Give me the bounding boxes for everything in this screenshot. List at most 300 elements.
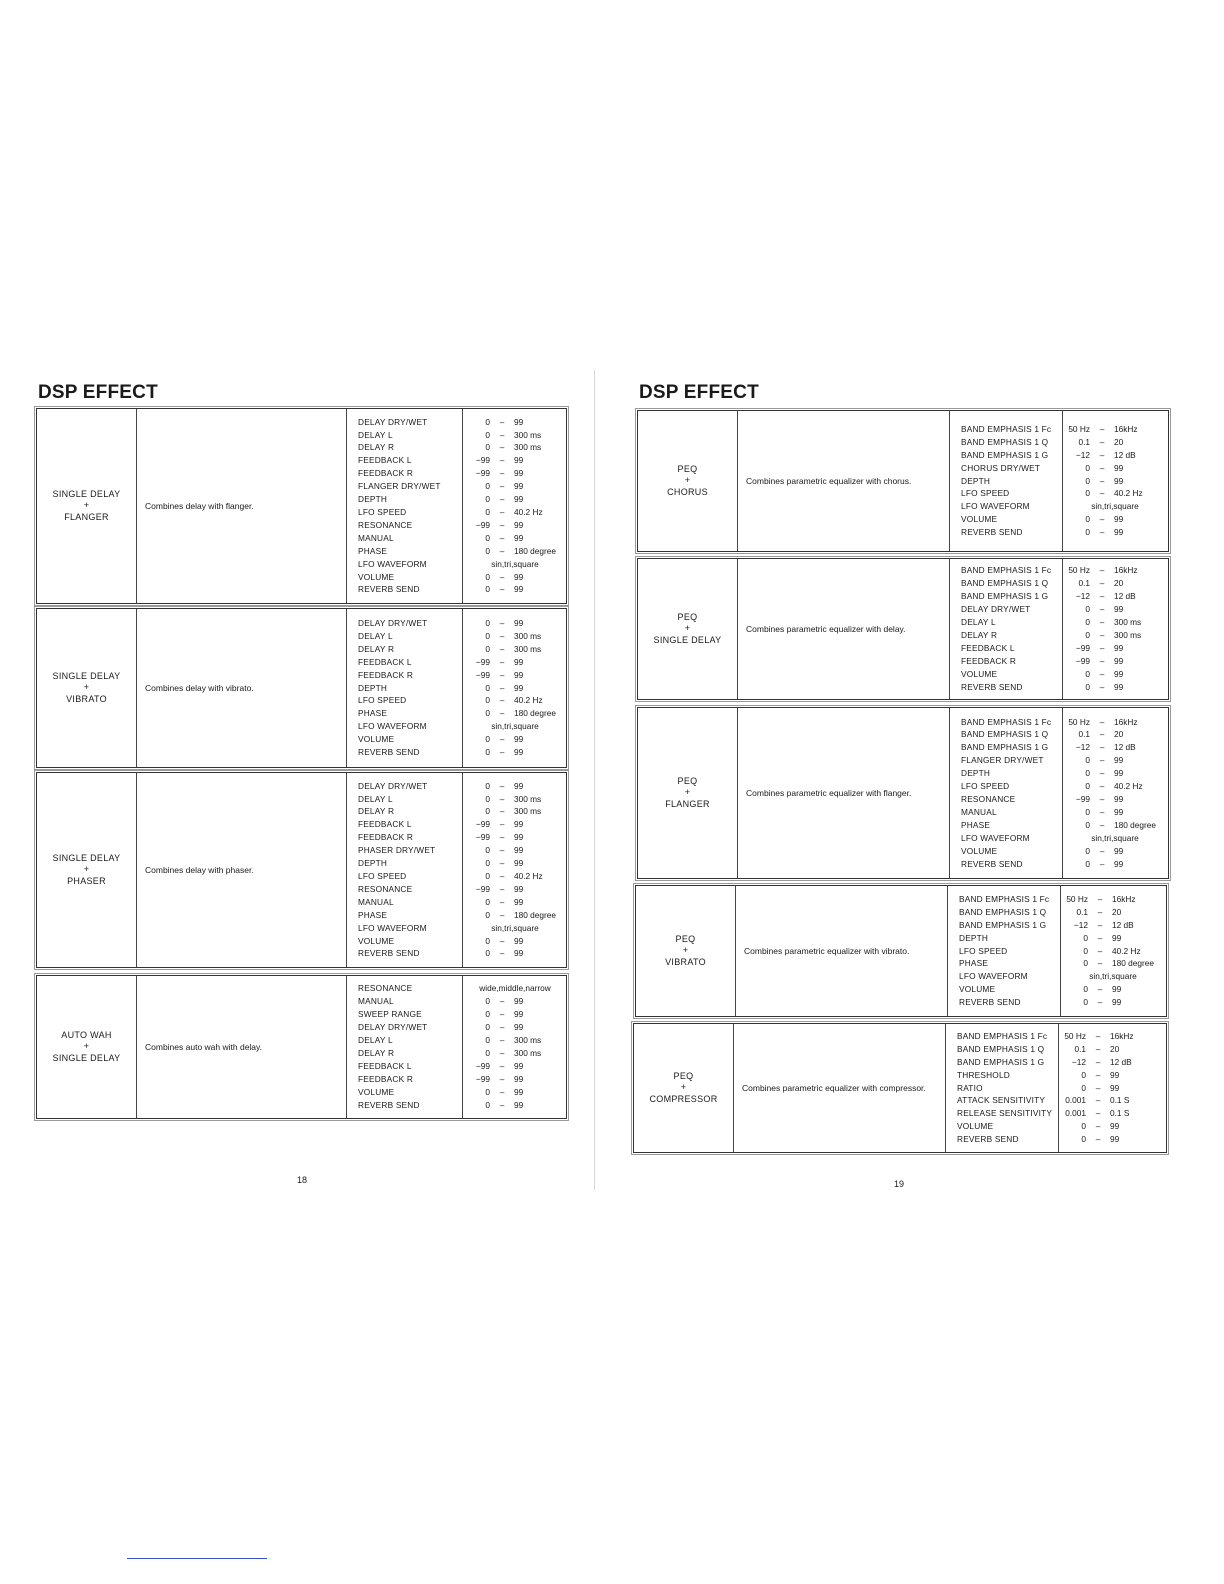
- range-separator: –: [499, 682, 505, 693]
- param-range: [1066, 741, 1168, 754]
- param-name: REVERB SEND: [358, 948, 420, 959]
- range-min: 0: [485, 1009, 490, 1020]
- effect-description: Combines parametric equalizer with vibrato.: [736, 886, 948, 1016]
- param-name: REVERB SEND: [961, 681, 1023, 692]
- param-range: [466, 720, 566, 733]
- param-range: [1064, 957, 1166, 970]
- range-max: 99: [514, 1073, 524, 1084]
- range-min: 0.1: [1078, 578, 1090, 589]
- param-name: DELAY L: [358, 429, 393, 440]
- range-separator: –: [1097, 906, 1103, 917]
- range-min: 0: [485, 695, 490, 706]
- page-divider: [594, 370, 595, 1190]
- param-range: [1062, 1043, 1166, 1056]
- range-min: 0: [485, 571, 490, 582]
- range-list: [1063, 559, 1168, 699]
- range-separator: –: [1099, 668, 1105, 679]
- range-max: 40.2 Hz: [514, 871, 543, 881]
- underline-link: [127, 1558, 267, 1559]
- range-list: [463, 609, 566, 767]
- range-max: 300 ms: [514, 1048, 542, 1058]
- param-name: RESONANCE: [961, 794, 1016, 804]
- param-list: [950, 411, 1063, 551]
- range-separator: –: [1099, 514, 1105, 525]
- range-min: 0: [485, 1022, 490, 1033]
- range-separator: –: [1095, 1082, 1101, 1093]
- range-min: 50 Hz: [1068, 423, 1090, 434]
- effect-name: PEQ + SINGLE DELAY: [638, 559, 738, 699]
- effect-name: PEQ + VIBRATO: [636, 886, 736, 1016]
- param-range: [1062, 1030, 1166, 1043]
- param-range: [466, 818, 566, 831]
- param-name: REVERB SEND: [358, 1099, 420, 1110]
- param-range: [466, 883, 566, 896]
- param-range: [466, 780, 566, 793]
- param-range: [1062, 1120, 1166, 1133]
- range-list: [463, 773, 566, 967]
- range-separator: –: [499, 455, 505, 466]
- range-max: 300 ms: [514, 630, 542, 641]
- range-min: 0: [1083, 945, 1088, 956]
- param-range: [466, 746, 566, 759]
- range-max: 99: [1112, 932, 1122, 943]
- range-list: [1059, 1024, 1166, 1152]
- param-list: [950, 708, 1063, 878]
- range-max: 99: [1114, 475, 1124, 486]
- param-name: PHASE: [358, 708, 388, 719]
- range-options: sin,tri,square: [1091, 832, 1139, 843]
- param-list: [950, 559, 1063, 699]
- range-max: 99: [514, 1009, 524, 1020]
- range-max: 16kHz: [1114, 565, 1138, 576]
- range-options: sin,tri,square: [1089, 971, 1137, 982]
- range-max: 99: [514, 455, 524, 466]
- range-min: 0: [485, 909, 490, 920]
- param-range: [466, 805, 566, 818]
- range-max: 300 ms: [514, 442, 542, 453]
- range-max: 300 ms: [514, 793, 542, 804]
- range-min: 0: [485, 643, 490, 654]
- range-separator: –: [1099, 819, 1105, 830]
- param-range: [466, 454, 566, 467]
- param-name: REVERB SEND: [957, 1134, 1019, 1145]
- range-max: 20: [1110, 1043, 1120, 1054]
- range-max: 300 ms: [1114, 630, 1142, 640]
- range-min: 50 Hz: [1068, 565, 1090, 576]
- range-max: 16kHz: [1112, 893, 1136, 904]
- param-range: [1066, 845, 1168, 858]
- param-name: DELAY DRY/WET: [358, 1022, 428, 1033]
- param-name: LFO SPEED: [959, 945, 1008, 956]
- range-separator: –: [499, 571, 505, 582]
- range-min: 0: [485, 429, 490, 440]
- range-separator: –: [499, 416, 505, 427]
- effect-name: AUTO WAH + SINGLE DELAY: [37, 976, 137, 1118]
- range-separator: –: [499, 1048, 505, 1058]
- range-max: 99: [1114, 462, 1124, 473]
- param-range: [1064, 919, 1166, 932]
- range-separator: –: [499, 643, 505, 654]
- range-min: 0: [1085, 668, 1090, 679]
- param-range: [1066, 780, 1168, 793]
- range-min: 0: [1085, 806, 1090, 817]
- param-range: [466, 571, 566, 584]
- param-list: [347, 976, 463, 1118]
- param-name: DELAY L: [961, 617, 996, 628]
- range-separator: –: [499, 630, 505, 641]
- param-range: [1064, 893, 1166, 906]
- param-range: [466, 896, 566, 909]
- param-name: DELAY DRY/WET: [358, 416, 428, 427]
- param-name: BAND EMPHASIS 1 Fc: [961, 565, 1052, 576]
- effect-description: Combines delay with phaser.: [137, 773, 347, 967]
- param-list: [948, 886, 1061, 1016]
- range-separator: –: [1095, 1056, 1101, 1067]
- range-separator: –: [1099, 578, 1105, 589]
- range-max: 16kHz: [1114, 716, 1138, 727]
- range-max: 300 ms: [514, 643, 542, 654]
- param-range: [1062, 1133, 1166, 1146]
- param-range: [1066, 603, 1168, 616]
- range-min: 0: [1085, 527, 1090, 538]
- range-min: 0: [1083, 997, 1088, 1008]
- range-min: −99: [475, 832, 490, 843]
- range-max: 99: [514, 571, 524, 582]
- range-options: sin,tri,square: [1091, 501, 1139, 512]
- range-min: −99: [475, 1073, 490, 1084]
- range-separator: –: [499, 494, 505, 505]
- param-range: [1066, 513, 1168, 526]
- param-name: LFO WAVEFORM: [961, 832, 1030, 843]
- param-range: [466, 1034, 566, 1047]
- param-range: [1066, 564, 1168, 577]
- range-max: 99: [514, 532, 524, 543]
- range-max: 99: [1114, 768, 1124, 779]
- range-separator: –: [499, 532, 505, 543]
- param-range: [1066, 655, 1168, 668]
- range-separator: –: [1097, 919, 1103, 930]
- param-range: [1066, 642, 1168, 655]
- range-separator: –: [1099, 423, 1105, 434]
- range-separator: –: [499, 1022, 505, 1033]
- range-max: 180 degree: [1114, 819, 1156, 830]
- param-name: CHORUS DRY/WET: [961, 462, 1041, 473]
- param-name: DEPTH: [358, 494, 388, 505]
- range-max: 99: [1114, 655, 1124, 666]
- param-range: [1062, 1107, 1166, 1120]
- effect-name: SINGLE DELAY + FLANGER: [37, 409, 137, 603]
- param-name: FEEDBACK L: [358, 819, 412, 830]
- param-name: DELAY R: [961, 630, 998, 640]
- range-separator: –: [1095, 1134, 1101, 1145]
- param-name: VOLUME: [961, 514, 998, 525]
- param-range: [466, 947, 566, 960]
- param-name: DELAY DRY/WET: [358, 780, 428, 791]
- param-name: FLANGER DRY/WET: [358, 481, 441, 492]
- range-max: 300 ms: [1114, 617, 1142, 628]
- param-range: [466, 831, 566, 844]
- param-range: [466, 506, 566, 519]
- range-min: −99: [1075, 655, 1090, 666]
- range-min: 0: [485, 1099, 490, 1110]
- range-max: 99: [514, 618, 524, 629]
- param-name: DEPTH: [358, 858, 388, 869]
- range-max: 99: [1114, 858, 1124, 869]
- range-max: 99: [514, 883, 524, 894]
- range-min: 0: [1081, 1069, 1086, 1080]
- param-name: FEEDBACK L: [358, 656, 412, 667]
- range-separator: –: [499, 909, 505, 920]
- param-name: MANUAL: [358, 532, 394, 543]
- param-name: MANUAL: [358, 996, 394, 1007]
- range-max: 40.2 Hz: [514, 695, 543, 706]
- param-name: BAND EMPHASIS 1 G: [961, 742, 1049, 753]
- param-range: [466, 630, 566, 643]
- param-name: LFO SPEED: [961, 781, 1010, 792]
- param-name: LFO SPEED: [358, 871, 407, 881]
- range-separator: –: [1097, 893, 1103, 904]
- range-separator: –: [1099, 794, 1105, 804]
- range-separator: –: [499, 806, 505, 817]
- range-max: 99: [514, 656, 524, 667]
- effect-block-single-delay-phaser: [36, 772, 567, 968]
- range-min: 0: [1085, 488, 1090, 499]
- param-range: [466, 493, 566, 506]
- param-range: [1066, 423, 1168, 436]
- range-min: 0: [1085, 514, 1090, 525]
- effect-block-single-delay-vibrato: [36, 608, 567, 768]
- range-max: 99: [1114, 527, 1124, 538]
- range-min: 0: [485, 481, 490, 492]
- param-name: RESONANCE: [358, 519, 413, 530]
- range-min: 0: [1085, 781, 1090, 792]
- param-name: VOLUME: [358, 1086, 395, 1097]
- range-separator: –: [499, 747, 505, 758]
- range-separator: –: [1099, 806, 1105, 817]
- param-name: VOLUME: [358, 571, 395, 582]
- param-list: [946, 1024, 1059, 1152]
- range-min: −99: [1075, 794, 1090, 804]
- range-min: −99: [475, 519, 490, 530]
- range-min: 0: [485, 630, 490, 641]
- range-max: 99: [1114, 845, 1124, 856]
- range-separator: –: [499, 468, 505, 479]
- param-name: DEPTH: [961, 768, 991, 779]
- range-max: 12 dB: [1114, 591, 1136, 602]
- param-name: LFO WAVEFORM: [358, 922, 427, 933]
- range-separator: –: [1099, 729, 1105, 740]
- param-range: [466, 909, 566, 922]
- range-min: 0: [1081, 1082, 1086, 1093]
- range-max: 99: [514, 494, 524, 505]
- effect-name: SINGLE DELAY + VIBRATO: [37, 609, 137, 767]
- param-range: [1066, 462, 1168, 475]
- param-name: LFO WAVEFORM: [959, 971, 1028, 982]
- param-name: DEPTH: [959, 932, 989, 943]
- param-name: RESONANCE: [358, 883, 413, 894]
- param-name: BAND EMPHASIS 1 G: [959, 919, 1047, 930]
- range-min: 0: [1083, 932, 1088, 943]
- range-min: 0: [485, 845, 490, 856]
- range-max: 99: [1110, 1121, 1120, 1132]
- range-separator: –: [499, 507, 505, 517]
- range-separator: –: [1095, 1030, 1101, 1041]
- param-name: LFO SPEED: [961, 488, 1010, 499]
- range-min: 0: [1085, 462, 1090, 473]
- range-separator: –: [1097, 932, 1103, 943]
- range-separator: –: [499, 584, 505, 595]
- param-name: DEPTH: [961, 475, 991, 486]
- range-separator: –: [1099, 845, 1105, 856]
- param-name: LFO WAVEFORM: [358, 558, 427, 569]
- param-range: [466, 532, 566, 545]
- range-min: 0: [1085, 858, 1090, 869]
- range-min: −12: [1073, 919, 1088, 930]
- param-name: VOLUME: [358, 734, 395, 745]
- range-separator: –: [1095, 1043, 1101, 1054]
- effect-block-peq-flanger: [637, 707, 1169, 879]
- param-name: FEEDBACK L: [358, 455, 412, 466]
- param-name: REVERB SEND: [959, 997, 1021, 1008]
- range-min: 0: [1085, 604, 1090, 615]
- param-name: RATIO: [957, 1082, 983, 1093]
- range-max: 12 dB: [1114, 742, 1136, 753]
- range-min: 0: [1085, 819, 1090, 830]
- range-separator: –: [499, 708, 505, 719]
- param-name: BAND EMPHASIS 1 Q: [957, 1043, 1045, 1054]
- range-min: 0.1: [1078, 729, 1090, 740]
- range-max: 99: [514, 682, 524, 693]
- range-list: [463, 976, 566, 1118]
- param-name: BAND EMPHASIS 1 Fc: [961, 423, 1052, 434]
- range-min: −99: [475, 455, 490, 466]
- param-name: REVERB SEND: [358, 584, 420, 595]
- range-min: 0: [485, 618, 490, 629]
- effect-description: Combines parametric equalizer with flanger.: [738, 708, 950, 878]
- range-min: 0: [485, 682, 490, 693]
- param-range: [1066, 668, 1168, 681]
- param-range: [466, 733, 566, 746]
- range-min: 0: [485, 996, 490, 1007]
- param-range: [466, 1086, 566, 1099]
- range-min: 0: [485, 948, 490, 959]
- range-separator: –: [499, 858, 505, 869]
- param-range: [1064, 932, 1166, 945]
- param-range: [1064, 945, 1166, 958]
- range-min: 0: [485, 584, 490, 595]
- range-options: sin,tri,square: [491, 558, 539, 569]
- range-min: 0: [485, 747, 490, 758]
- page-number: 18: [297, 1175, 308, 1185]
- param-range: [466, 1047, 566, 1060]
- param-range: [466, 870, 566, 883]
- range-separator: –: [499, 871, 505, 881]
- range-max: 180 degree: [514, 545, 556, 556]
- range-min: −99: [475, 468, 490, 479]
- param-name: LFO WAVEFORM: [961, 501, 1030, 512]
- param-range: [466, 467, 566, 480]
- range-list: [463, 409, 566, 603]
- param-name: BAND EMPHASIS 1 G: [961, 591, 1049, 602]
- range-min: 0: [485, 858, 490, 869]
- range-separator: –: [499, 1086, 505, 1097]
- range-min: 0.1: [1074, 1043, 1086, 1054]
- param-name: MANUAL: [358, 896, 394, 907]
- param-range: [1066, 616, 1168, 629]
- param-name: FEEDBACK R: [358, 669, 414, 680]
- param-range: [466, 793, 566, 806]
- range-min: 50 Hz: [1066, 893, 1088, 904]
- param-range: [1062, 1094, 1166, 1107]
- range-min: 0: [485, 896, 490, 907]
- effect-block-single-delay-flanger: [36, 408, 567, 604]
- range-separator: –: [1099, 488, 1105, 499]
- range-min: −12: [1075, 591, 1090, 602]
- range-min: 0: [485, 871, 490, 881]
- range-min: −99: [475, 656, 490, 667]
- effect-block-peq-compressor: [633, 1023, 1167, 1153]
- range-max: 99: [514, 996, 524, 1007]
- range-min: −12: [1071, 1056, 1086, 1067]
- param-range: [466, 545, 566, 558]
- range-max: 99: [514, 468, 524, 479]
- param-name: BAND EMPHASIS 1 Q: [961, 578, 1049, 589]
- param-name: THRESHOLD: [957, 1069, 1010, 1080]
- range-min: 0: [485, 1035, 490, 1046]
- range-max: 99: [514, 1099, 524, 1110]
- param-range: [466, 441, 566, 454]
- param-name: DELAY R: [358, 643, 395, 654]
- range-max: 40.2 Hz: [1114, 488, 1143, 499]
- range-min: −12: [1075, 449, 1090, 460]
- effect-name: PEQ + COMPRESSOR: [634, 1024, 734, 1152]
- range-min: 0: [1083, 984, 1088, 995]
- param-range: [466, 1008, 566, 1021]
- range-max: 20: [1114, 578, 1124, 589]
- range-min: −99: [475, 883, 490, 894]
- param-range: [1062, 1069, 1166, 1082]
- range-separator: –: [1097, 997, 1103, 1008]
- range-separator: –: [499, 819, 505, 830]
- range-max: 99: [1114, 794, 1124, 804]
- param-range: [466, 669, 566, 682]
- param-name: VOLUME: [358, 935, 395, 946]
- range-max: 20: [1112, 906, 1122, 917]
- param-name: PHASE: [959, 958, 989, 969]
- param-range: [1066, 858, 1168, 871]
- range-separator: –: [1095, 1069, 1101, 1080]
- param-range: [466, 982, 566, 995]
- param-name: FEEDBACK R: [358, 832, 414, 843]
- param-range: [466, 935, 566, 948]
- param-range: [466, 844, 566, 857]
- param-range: [466, 922, 566, 935]
- param-range: [1066, 728, 1168, 741]
- param-name: FEEDBACK R: [358, 468, 414, 479]
- effect-name: PEQ + FLANGER: [638, 708, 738, 878]
- range-min: 0.001: [1065, 1095, 1086, 1106]
- param-name: VOLUME: [961, 668, 998, 679]
- range-min: 0: [485, 793, 490, 804]
- param-range: [466, 857, 566, 870]
- param-name: BAND EMPHASIS 1 G: [961, 449, 1049, 460]
- range-separator: –: [1095, 1121, 1101, 1132]
- param-range: [466, 995, 566, 1008]
- param-range: [466, 429, 566, 442]
- range-separator: –: [499, 883, 505, 894]
- range-separator: –: [499, 1060, 505, 1071]
- range-separator: –: [1099, 858, 1105, 869]
